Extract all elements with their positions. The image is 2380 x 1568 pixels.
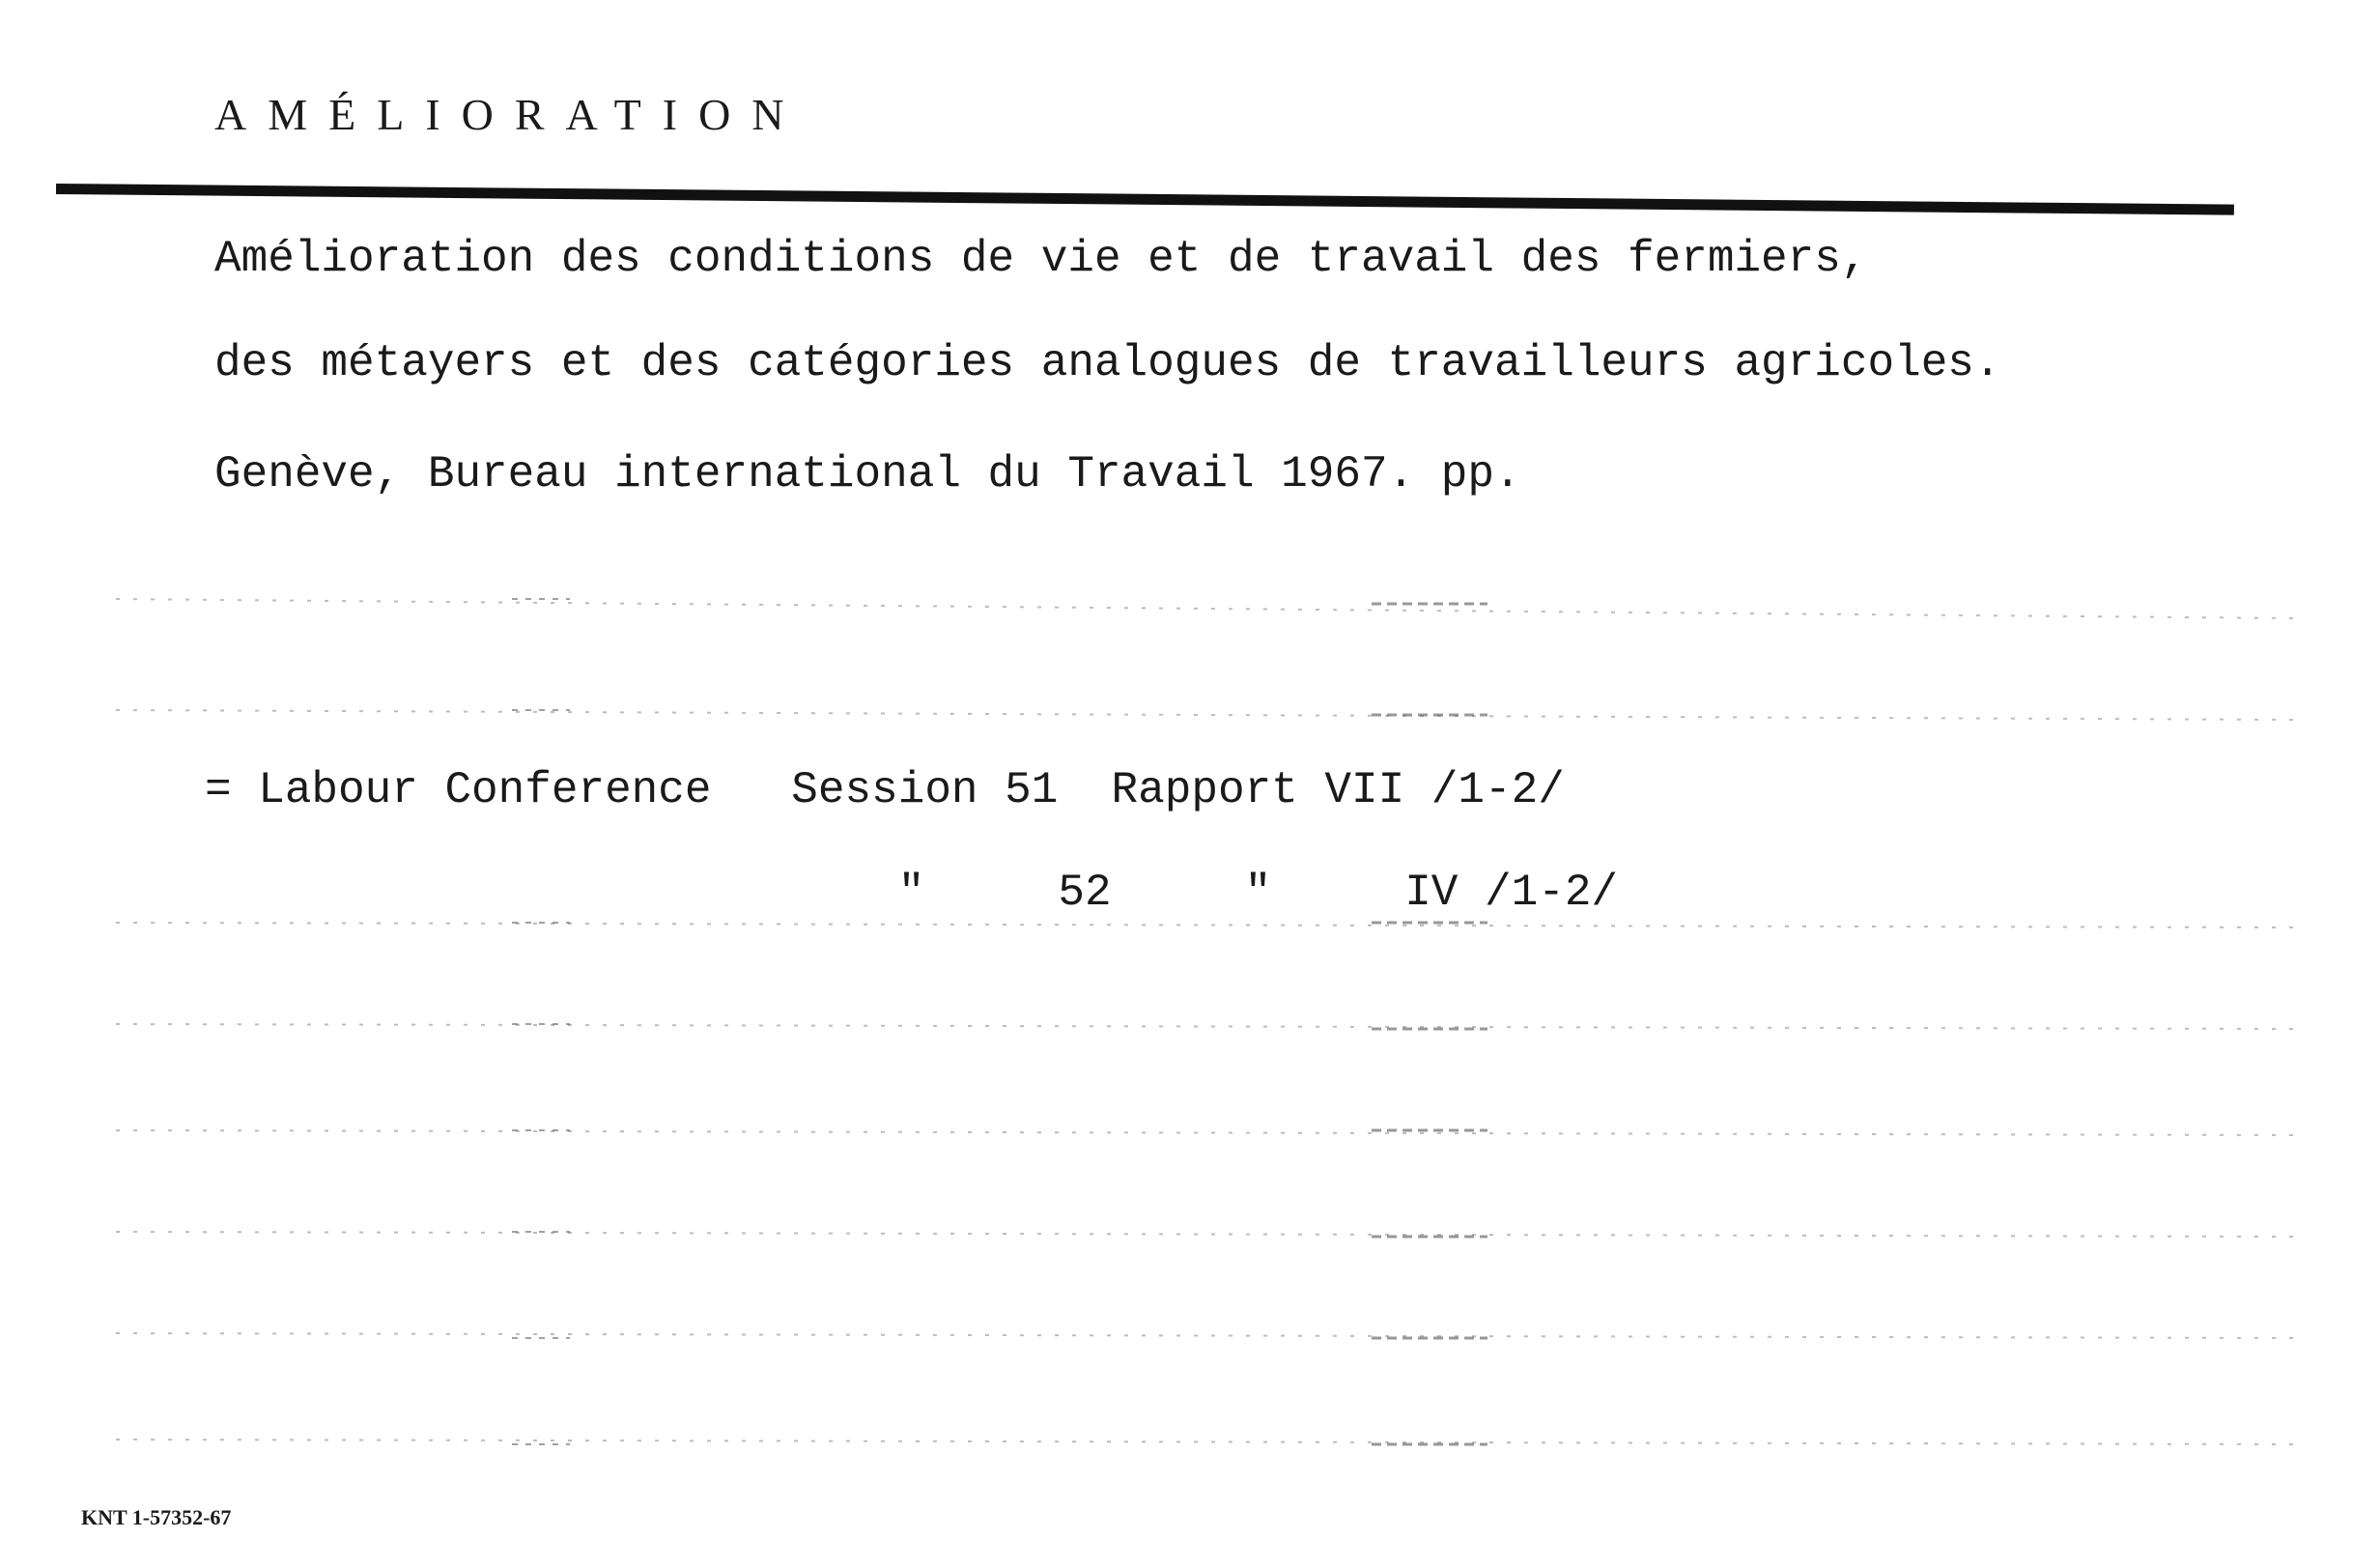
title-line-2: des métayers et des catégories analogues de travailleurs agricoles. <box>214 338 2001 388</box>
title-line-1: Amélioration des conditions de vie et de travail des fermiers, <box>214 234 1868 284</box>
card-footer-code: KNT 1-57352-67 <box>81 1505 232 1529</box>
imprint-line: Genève, Bureau international du Travail 1967. pp. <box>214 449 1521 499</box>
card-heading: AMÉLIORATION <box>214 90 806 139</box>
reference-line-1: = Labour Conference Session 51 Rapport VII /1-2/ <box>205 765 1565 815</box>
reference-line-2: " 52 " IV /1-2/ <box>205 868 1619 918</box>
